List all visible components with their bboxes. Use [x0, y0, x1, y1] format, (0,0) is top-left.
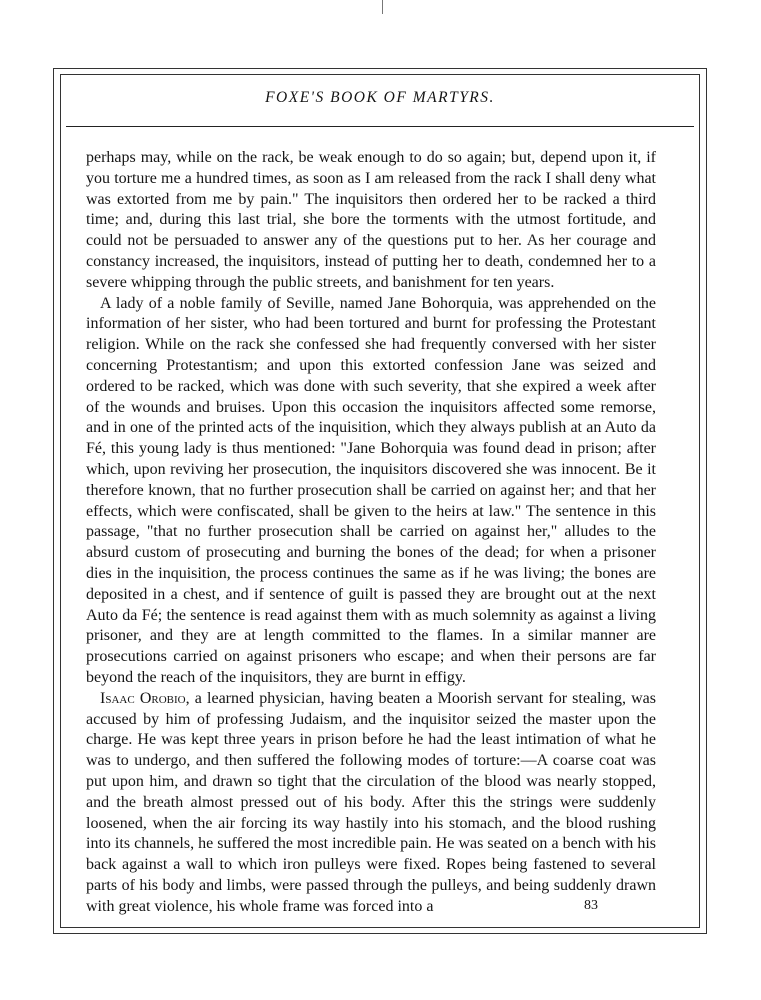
paragraph-1: perhaps may, while on the rack, be weak enough to do so again; but, depend upon it, if you torture me a hundred times, as soon as I am released from the rack I shall deny what was extorted from me by pain." The inquisitors then ordered her to be racked a third time; and, during this last trial, she bore the torments with the utmost fortitude, and could not be persuaded to answer any of the questions put to her. As her courage and constancy increased, the inquisitors, instead of putting her to death, condemned her to a severe whipping through the public streets, and banishment for ten years. [86, 149, 656, 291]
paragraph-2: A lady of a noble family of Seville, named Jane Bohorquia, was apprehended on the information of her sister, who had been tortured and burnt for professing the Protestant religion. While on the rack she confessed she had frequently conversed with her sister concerning Protestantism; and upon this extorted confession Jane was seized and ordered to be racked, which was done with such severity, that she expired a week after of the wounds and bruises. Upon this occasion the inquisitors affected some remorse, and in one of the printed acts of the inquisition, which they always publish at an Auto da Fé, this young lady is thus mentioned: "Jane Bohorquia was found dead in prison; after which, upon reviving her prosecution, the inquisitors discovered she was innocent. Be it therefore known, that no further prosecution shall be carried on against her; and that her effects, which were confiscated, shall be given to the heirs at law." The sentence in this passage, "that no further prosecution shall be carried on against her," alludes to the absurd custom of prosecuting and burning the bones of the dead; for when a prisoner dies in the inquisition, the process continues the same as if he was living; the bones are deposited in a chest, and if sentence of guilt is passed they are brought out at the next Auto da Fé; the sentence is read against them with as much solemnity as against a living prisoner, and they are at length committed to the flames. In a similar manner are prosecutions carried on against prisoners who escape; and when their persons are far beyond the reach of the inquisitors, they are burnt in effigy. [86, 294, 656, 686]
paragraph-3-text: , a learned physician, having beaten a Moorish servant for stealing, was accused by him of professing Judaism, and the inquisitor seized the master upon the charge. He was kept three years in prison before he had the least intimation of what he was to undergo, and then suffered the following modes of torture:—A coarse coat was put upon him, and drawn so tight that the circulation of the blood was nearly stopped, and the breath almost pressed out of his body. After this the strings were suddenly loosened, when the air forcing its way hastily into his stomach, and the blood rushing into its channels, he suffered the most incredible pain. He was seated on a bench with his back against a wall to which iron pulleys were fixed. Ropes being fastened to several parts of his body and limbs, were passed through the pulleys, and being suddenly drawn with great violence, his whole frame was forced into a [86, 689, 656, 915]
body-text [86, 148, 656, 917]
running-header: FOXE'S BOOK OF MARTYRS. [265, 89, 495, 106]
header-rule [66, 126, 694, 127]
binding-mark [382, 0, 385, 14]
page-number: 83 [584, 898, 598, 913]
paragraph-3-lead: Isaac Orobio [100, 689, 186, 707]
paragraph-3 [86, 689, 656, 918]
